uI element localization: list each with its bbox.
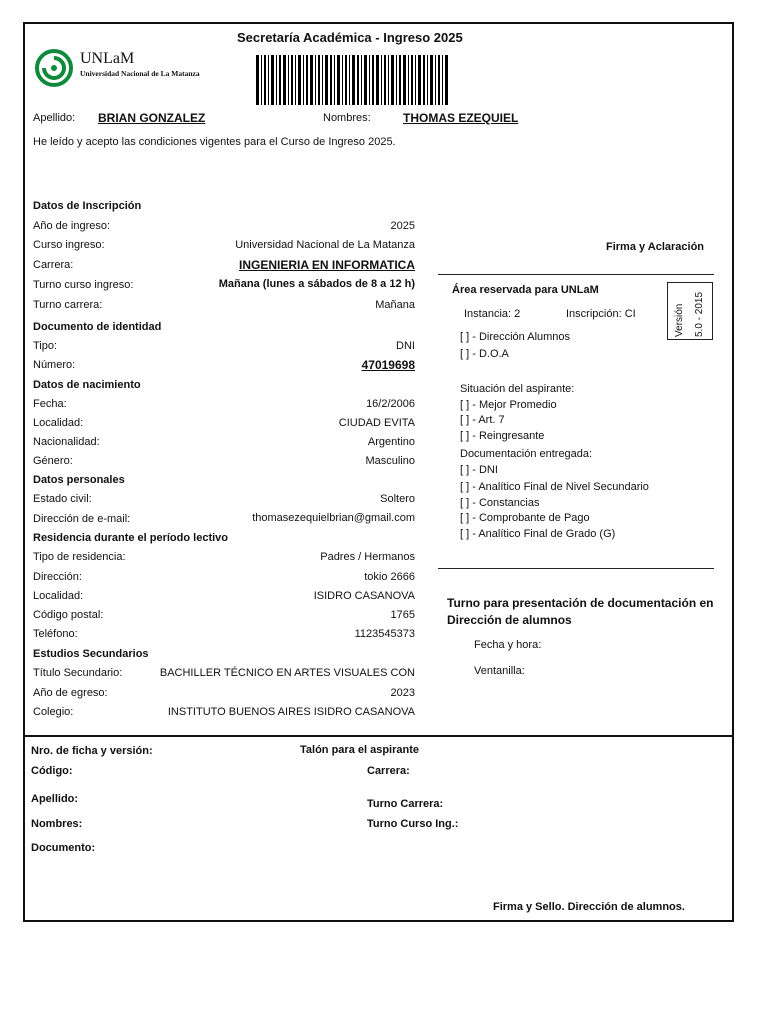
estudios-heading: Estudios Secundarios	[33, 648, 149, 660]
check-item: [ ] - D.O.A	[460, 348, 509, 360]
logo-name: UNLaM	[80, 50, 135, 67]
row-label: Código postal:	[33, 609, 104, 621]
row-label: Turno curso ingreso:	[33, 279, 134, 291]
row-value: 16/2/2006	[366, 398, 415, 410]
row-label: Curso ingreso:	[33, 239, 105, 251]
row-label: Estado civil:	[33, 493, 92, 505]
instancia: Instancia: 2	[464, 308, 521, 320]
check-item: [ ] - DNI	[460, 464, 498, 476]
situacion-title: Situación del aspirante:	[460, 383, 575, 395]
row-label: Colegio:	[33, 706, 74, 718]
row-value: DNI	[396, 340, 415, 352]
firma-sello: Firma y Sello. Dirección de alumnos.	[493, 901, 685, 913]
inscripcion-type: Inscripción: CI	[566, 308, 636, 320]
check-item: [ ] - Analítico Final de Nivel Secundario	[460, 481, 649, 493]
row-label: Dirección de e-mail:	[33, 513, 131, 525]
area-reservada-title: Área reservada para UNLaM	[452, 284, 599, 296]
personales-heading: Datos personales	[33, 474, 125, 486]
inscripcion-heading: Datos de Inscripción	[33, 200, 142, 212]
firma-aclaracion: Firma y Aclaración	[606, 241, 705, 253]
talon-nombres-label: Nombres:	[31, 818, 83, 830]
row-label: Localidad:	[33, 417, 84, 429]
talon-documento-label: Documento:	[31, 842, 96, 854]
apellido-label: Apellido:	[33, 112, 76, 124]
row-label: Fecha:	[33, 398, 67, 410]
barcode	[256, 55, 448, 105]
ventanilla-label: Ventanilla:	[474, 665, 525, 677]
check-item: [ ] - Analítico Final de Grado (G)	[460, 528, 616, 540]
row-value: INSTITUTO BUENOS AIRES ISIDRO CASANOVA	[167, 706, 415, 718]
turno-curso-value: Mañana (lunes a sábados de 8 a 12 h)	[218, 278, 415, 290]
codigo-label: Código:	[31, 765, 73, 777]
version-label: Versión	[674, 303, 685, 337]
row-label: Título Secundario:	[33, 667, 123, 679]
row-label: Género:	[33, 455, 73, 467]
row-value: Universidad Nacional de La Matanza	[235, 239, 415, 251]
documento-heading: Documento de identidad	[33, 321, 162, 333]
acceptance-statement: He leído y acepto las condiciones vigentes para el Curso de Ingreso 2025.	[33, 136, 396, 148]
row-value: tokio 2666	[364, 571, 415, 583]
row-value: 1123545373	[354, 628, 415, 640]
divider	[438, 568, 714, 569]
residencia-heading: Residencia durante el período lectivo	[33, 532, 228, 544]
check-item: [ ] - Comprobante de Pago	[460, 512, 590, 524]
version-box	[667, 282, 713, 340]
talon-separator	[24, 735, 733, 737]
row-value: Mañana	[375, 299, 415, 311]
email-value: thomasezequielbrian@gmail.com	[252, 512, 415, 524]
check-item: [ ] - Dirección Alumnos	[460, 331, 571, 343]
documentacion-title: Documentación entregada:	[460, 448, 593, 460]
row-value: 1765	[390, 609, 415, 621]
row-label: Tipo:	[33, 340, 58, 352]
talon-title: Talón para el aspirante	[300, 744, 420, 756]
turno-curso-label: Turno Curso Ing.:	[367, 818, 459, 830]
version-value: 5.0 - 2015	[694, 291, 705, 337]
row-value: CIUDAD EVITA	[338, 417, 415, 429]
check-item: [ ] - Mejor Promedio	[460, 399, 557, 411]
nombres-value: THOMAS EZEQUIEL	[403, 111, 519, 125]
check-item: [ ] - Constancias	[460, 497, 540, 509]
turno-carrera-label: Turno Carrera:	[367, 798, 444, 810]
row-value: Masculino	[365, 455, 415, 467]
row-value: Soltero	[380, 493, 415, 505]
nacimiento-heading: Datos de nacimiento	[33, 379, 141, 391]
turno-title-line2: Dirección de alumnos	[447, 613, 572, 627]
divider	[438, 274, 714, 275]
row-value: Padres / Hermanos	[320, 551, 415, 563]
dni-number-value: 47019698	[361, 358, 415, 372]
row-label: Año de egreso:	[33, 687, 108, 699]
nombres-label: Nombres:	[323, 112, 371, 124]
check-item: [ ] - Reingresante	[460, 430, 545, 442]
row-label: Número:	[33, 359, 76, 371]
carrera-value: INGENIERIA EN INFORMATICA	[239, 258, 415, 272]
logo-subtitle: Universidad Nacional de La Matanza	[80, 69, 200, 78]
row-value: Argentino	[367, 436, 415, 448]
row-label: Año de ingreso:	[33, 220, 111, 232]
row-label: Localidad:	[33, 590, 84, 602]
page-title: Secretaría Académica - Ingreso 2025	[237, 30, 463, 45]
apellido-value: BRIAN GONZALEZ	[98, 111, 206, 125]
row-label: Dirección:	[33, 571, 82, 583]
row-value: 2025	[390, 220, 415, 232]
unlam-logo-icon	[34, 48, 74, 88]
row-label: Tipo de residencia:	[33, 551, 126, 563]
check-item: [ ] - Art. 7	[460, 414, 505, 426]
fecha-hora-label: Fecha y hora:	[474, 639, 542, 651]
row-label: Carrera:	[33, 259, 74, 271]
talon-apellido-label: Apellido:	[31, 793, 79, 805]
row-label: Nacionalidad:	[33, 436, 100, 448]
row-value: ISIDRO CASANOVA	[313, 590, 415, 602]
form-frame	[23, 22, 734, 922]
turno-title-line1: Turno para presentación de documentación en	[447, 596, 714, 610]
row-label: Turno carrera:	[33, 299, 103, 311]
row-value: 2023	[390, 687, 415, 699]
ficha-label: Nro. de ficha y versión:	[31, 745, 153, 757]
carrera-label: Carrera:	[367, 765, 410, 777]
row-value: BACHILLER TÉCNICO EN ARTES VISUALES CON	[159, 667, 415, 679]
row-label: Teléfono:	[33, 628, 78, 640]
